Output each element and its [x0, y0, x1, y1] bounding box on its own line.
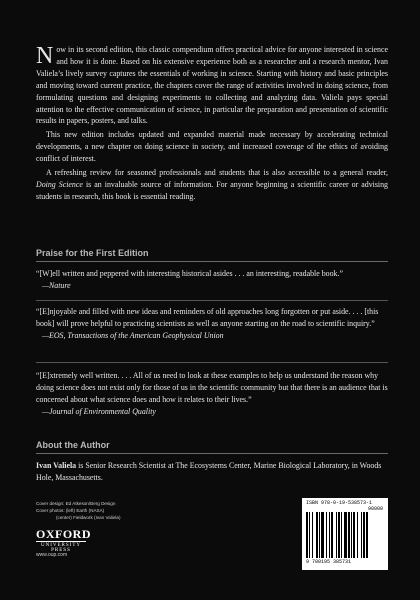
divider [36, 300, 388, 301]
praise-quote-2 [36, 306, 388, 342]
author-name: Ivan Valiela [36, 461, 77, 470]
logo-wordmark: OXFORD [36, 527, 91, 541]
logo-subtitle: UNIVERSITY PRESS [41, 543, 81, 553]
oxford-logo [36, 527, 91, 553]
blurb-paragraph-2: This new edition includes updated and expanded material made necessary by accelerating technical developments, a new chapter on doing science in society, and increased coverage of the ethics of avoiding conflict of interest. [36, 130, 388, 164]
blurb-paragraph-3 [36, 167, 388, 203]
credit-line: (center) Fieldwork (Ivan Valiela) [56, 515, 121, 520]
book-title-italic: Doing Science [36, 179, 83, 189]
blurb-text-1: ow in its second edition, this classic compendium offers practical advice for anyone interested in science and how it is done. Based on his extensive experience both as a researcher and a research mentor, Ivan Valiela’s lively survey captures the essentials of working in science. Starting with history and basic principles and moving toward current practice, the chapters cover the range of activities involved in doing science, from formulating questions and designing experiments to collecting and analyzing data. Valiela pays special attention to the effective communication of science, in particular the preparation and presentation of scientific results in papers, posters, and talks. [36, 45, 388, 126]
ean-digits: 9 780195 385731 [306, 559, 352, 565]
quote-text: “[E]njoyable and filled with new ideas and reminders of old approaches long forgotten or put aside. . . . [this book] will prove helpful to practicing scientists as well as anyone starting on the road to scientific inquiry.” [36, 307, 379, 328]
credit-line: Cover design: Ed Atkeson/Berg Design [36, 501, 116, 506]
quote-text: “[E]xtremely well written. . . . All of us need to look at these examples to help us understand the reason why doing science does not exist only for those of us in the scientific community but that there is an audience that is concerned about what science does and how it relates to their lives.” [36, 371, 388, 404]
publisher-url: www.oup.com [36, 552, 68, 558]
author-bio [36, 460, 388, 484]
divider [36, 362, 388, 363]
isbn-barcode [302, 498, 388, 570]
price-code: 90000 [367, 506, 383, 512]
barcode-bars [306, 512, 384, 558]
praise-quote-3 [36, 370, 388, 418]
quote-source: —Nature [42, 280, 71, 290]
quote-source: —EOS, Transactions of the American Geophysical Union [42, 330, 224, 340]
quote-text: “[W]ell written and peppered with interesting historical asides . . . an interesting, readable book.” [36, 269, 343, 278]
blurb-text-3b: is an invaluable source of information. For anyone beginning a scientific career or advising students in research, this book is essential reading. [36, 179, 389, 201]
cover-credits [36, 500, 121, 521]
author-bio-text: is Senior Research Scientist at The Ecosystems Center, Marine Biological Laboratory, in Woods Hole, Massachusetts. [36, 461, 382, 482]
blurb-paragraph-1 [36, 44, 388, 127]
praise-heading: Praise for the First Edition [36, 248, 388, 262]
drop-cap: N [36, 43, 54, 69]
isbn-text: ISBN 978-0-19-538573-1 [306, 500, 373, 506]
quote-source: —Journal of Environmental Quality [42, 406, 156, 416]
author-heading: About the Author [36, 440, 388, 454]
credit-line: Cover photos: (left) Earth (NASA) [36, 508, 105, 513]
praise-quote-1 [36, 268, 388, 292]
blurb-text-3a: A refreshing review for seasoned professionals and students that is also accessible to a general reader, [46, 168, 388, 178]
cover-blurb [36, 44, 388, 205]
